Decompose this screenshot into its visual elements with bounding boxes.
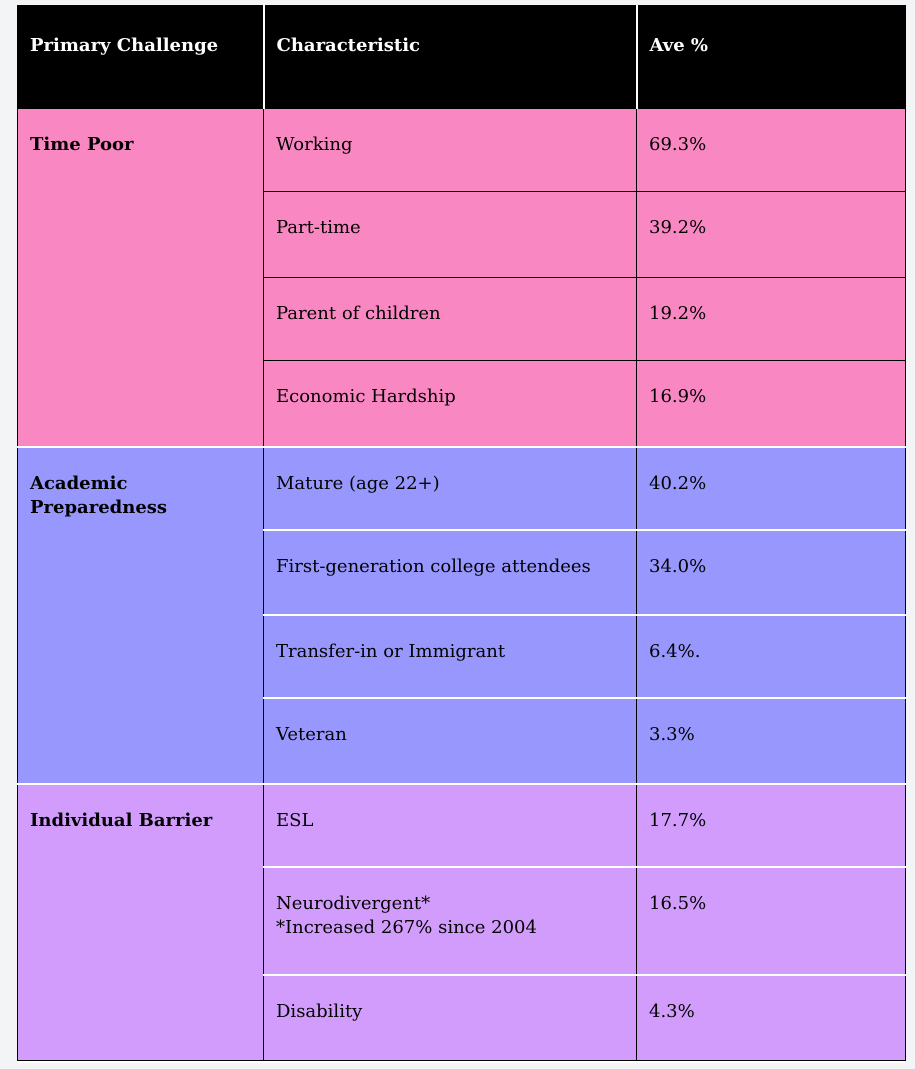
characteristic-cell: First-generation college attendees [264,530,637,615]
characteristic-cell: ESL [264,784,637,867]
group-academic-preparedness [18,447,906,784]
characteristic-cell: Working [264,109,637,192]
characteristic-footnote: *Increased 267% since 2004 [276,916,537,938]
table-row [18,447,906,530]
characteristic-cell: Economic Hardship [264,361,637,447]
ave-cell: 4.3% [637,975,906,1061]
characteristic-cell: Parent of children [264,278,637,361]
ave-cell: 6.4%. [637,615,906,698]
challenge-academic-preparedness: Academic Preparedness [18,447,264,784]
ave-cell: 40.2% [637,447,906,530]
challenges-table [17,5,906,1061]
header-ave-percent: Ave % [637,6,906,109]
characteristic-text: Neurodivergent* [276,892,431,914]
ave-cell: 16.5% [637,867,906,975]
ave-cell: 39.2% [637,192,906,278]
header-characteristic: Characteristic [264,6,637,109]
characteristic-cell: Veteran [264,698,637,784]
ave-cell: 16.9% [637,361,906,447]
challenge-time-poor: Time Poor [18,109,264,447]
group-individual-barrier [18,784,906,1061]
group-time-poor [18,109,906,447]
ave-cell: 34.0% [637,530,906,615]
characteristic-cell [264,867,637,975]
table-header-row [18,6,906,109]
challenge-individual-barrier: Individual Barrier [18,784,264,1061]
ave-cell: 19.2% [637,278,906,361]
ave-cell: 69.3% [637,109,906,192]
table-row [18,109,906,192]
ave-cell: 17.7% [637,784,906,867]
ave-cell: 3.3% [637,698,906,784]
characteristic-cell: Disability [264,975,637,1061]
characteristic-cell: Mature (age 22+) [264,447,637,530]
table-row [18,784,906,867]
header-primary-challenge: Primary Challenge [18,6,264,109]
characteristic-cell: Part-time [264,192,637,278]
characteristic-cell: Transfer-in or Immigrant [264,615,637,698]
challenges-table-container [17,5,905,1063]
